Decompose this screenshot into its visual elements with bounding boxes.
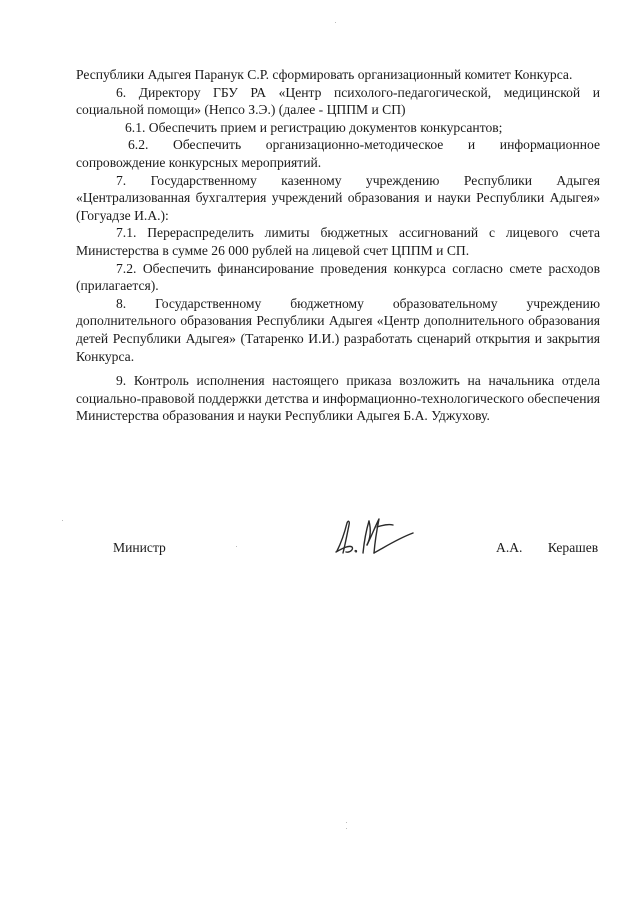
paragraph-item-7: 7. Государственному казенному учреждению Республики Адыгея «Централизованная бухгалтерия учреждений образования и науки Республики Адыгея» (Гогуадзе И.А.):	[76, 172, 600, 223]
handwritten-signature	[333, 515, 415, 560]
signatory-title: Министр	[113, 540, 166, 555]
signature-block	[0, 540, 640, 570]
paragraph-continuation: Республики Адыгея Паранук С.Р. сформировать организационный комитет Конкурса.	[76, 67, 573, 82]
scan-speck	[62, 520, 63, 521]
paragraph-item-8: 8. Государственному бюджетному образовательному учреждению дополнительного образования Республики Адыгея «Центр дополнительного образования детей Республики Адыгея» (Татаренко И.И.) разработать сценарий открытия и закрытия Конкурса.	[76, 295, 600, 364]
paragraph-item-6-1: 6.1. Обеспечить прием и регистрацию документов конкурсантов;	[125, 119, 503, 135]
paragraph-item-6: 6. Директору ГБУ РА «Центр психолого-педагогической, медицинской и социальной помощи» (Непсо З.Э.) (далее - ЦППМ и СП)	[76, 84, 600, 118]
scan-speck	[346, 828, 347, 829]
paragraph-item-7-2: 7.2. Обеспечить финансирование проведения конкурса согласно смете расходов (прилагается).	[76, 260, 600, 294]
scan-speck	[346, 822, 347, 823]
scan-speck	[236, 546, 237, 547]
paragraph-item-7-1: 7.1. Перераспределить лимиты бюджетных ассигнований с лицевого счета Министерства в сумме 26 000 рублей на лицевой счет ЦППМ и СП.	[76, 225, 600, 258]
scan-speck	[335, 22, 336, 23]
paragraph-item-6-2: 6.2. Обеспечить организационно-методическое и информационное сопровождение конкурсных мероприятий.	[76, 137, 600, 170]
document-body	[76, 66, 600, 425]
signatory-name: А.А. Керашев	[496, 540, 599, 555]
paragraph-item-9: 9. Контроль исполнения настоящего приказа возложить на начальника отдела социально-правовой поддержки детства и информационно-технологического обеспечения Министерства образования и науки Республики Адыгея Б.А. Уджухову.	[76, 373, 600, 424]
